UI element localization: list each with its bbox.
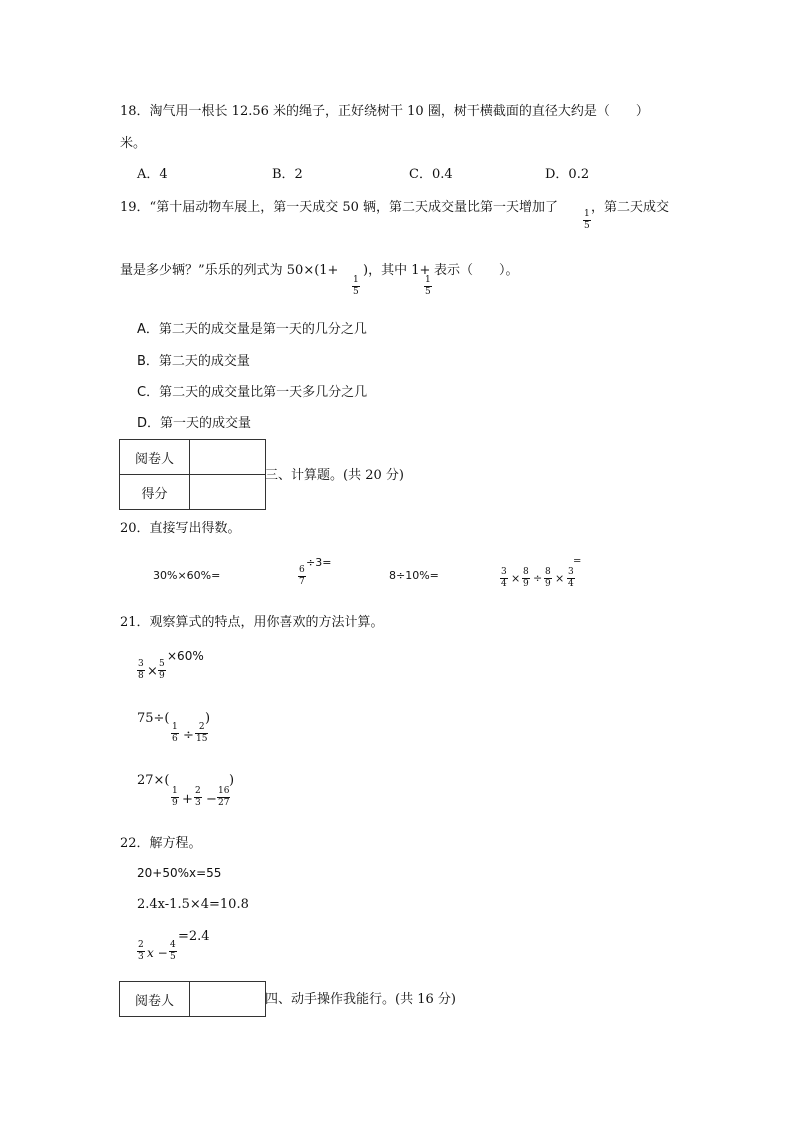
q20-expr-4-fraction-3: 8 9: [545, 567, 551, 589]
q22-equation-3-x: x −: [147, 946, 168, 960]
score-cell[interactable]: [190, 475, 266, 510]
q22-equation-2: 2.4x-1.5×4=10.8: [137, 897, 249, 912]
q21-expr-1-op: ×: [147, 664, 158, 679]
q22-equation-3-fraction-2: 4 5: [170, 940, 176, 962]
q22-stem: 22．解方程。: [120, 836, 202, 851]
section4-score-table: [119, 981, 266, 1017]
q19-fraction-1: 1 5: [584, 209, 590, 231]
q19-stem-line1-b: ，第二天成交: [591, 200, 670, 215]
q20-expr-4-fraction-2: 8 9: [523, 567, 529, 589]
q20-expr-2-op: ÷3=: [306, 556, 332, 569]
q21-expr-3-head: 27×(: [137, 773, 170, 788]
section3-title: 三、计算题。(共 20 分): [265, 468, 404, 483]
q21-expr-2-head: 75÷(: [137, 711, 170, 726]
q18-option-d: D．0.2: [545, 167, 590, 182]
q21-expr-2-op: ÷: [183, 728, 194, 743]
q20-expr-4-op-2: ÷: [533, 572, 543, 585]
q18-stem-line1: 18．淘气用一根长 12.56 米的绳子，正好绕树干 10 圈，树干横截面的直径大约是（ ）: [120, 104, 649, 119]
section3-score-table: [119, 439, 266, 510]
q20-expr-2-fraction: 6 7: [299, 565, 305, 587]
q18-option-a: A．4: [137, 167, 168, 182]
q21-expr-3-fraction-3: 16 27: [218, 786, 230, 808]
q20-expr-3: 8÷10%=: [389, 569, 439, 582]
reviewer-cell[interactable]: [190, 440, 266, 475]
score-label: 得分: [120, 475, 190, 510]
q19-option-a: A．第二天的成交量是第一天的几分之几: [137, 322, 367, 337]
q19-stem-line1-a: 19．“第十届动物车展上，第一天成交 50 辆，第二天成交量比第一天增加了: [120, 200, 558, 215]
reviewer-label: 阅卷人: [120, 982, 190, 1017]
q21-stem: 21．观察算式的特点，用你喜欢的方法计算。: [120, 615, 384, 630]
q21-expr-1-fraction-1: 3 8: [138, 659, 144, 681]
q19-option-c: C．第二天的成交量比第一天多几分之几: [137, 385, 368, 400]
q22-equation-3-tail: =2.4: [178, 929, 210, 944]
q19-option-d: D．第一天的成交量: [137, 416, 252, 431]
q21-expr-1-fraction-2: 5 9: [159, 659, 165, 681]
q18-option-b: B．2: [272, 167, 303, 182]
q20-expr-1: 30%×60%=: [153, 569, 221, 582]
q21-expr-1-tail: ×60%: [167, 649, 204, 663]
q20-stem: 20．直接写出得数。: [120, 521, 241, 536]
q20-expr-4-equals: =: [573, 556, 582, 567]
q21-expr-3-close: ): [229, 773, 235, 788]
q21-expr-3-fraction-1: 1 9: [172, 786, 178, 808]
reviewer-label: 阅卷人: [120, 440, 190, 475]
q22-equation-1: 20+50%x=55: [137, 866, 222, 880]
reviewer-cell[interactable]: [190, 982, 266, 1017]
q22-equation-3-fraction-1: 2 3: [138, 940, 144, 962]
q21-expr-2-fraction-2: 2 15: [196, 722, 208, 744]
q20-expr-4-op-3: ×: [555, 572, 565, 585]
q19-stem-line2-a: 量是多少辆？”乐乐的列式为 50×(1+: [120, 263, 339, 278]
q21-expr-2-close: ): [205, 711, 211, 726]
q21-expr-3-op-2: −: [206, 792, 217, 807]
q18-option-c: C．0.4: [409, 167, 453, 182]
q19-fraction-2: 1 5: [353, 275, 359, 297]
q20-expr-4-fraction-1: 3 4: [501, 567, 507, 589]
section4-title: 四、动手操作我能行。(共 16 分): [265, 992, 456, 1007]
q18-stem-line2: 米。: [120, 136, 147, 151]
q19-option-b: B．第二天的成交量: [137, 354, 250, 369]
q20-expr-4-fraction-4: 3 4: [568, 567, 574, 589]
q19-fraction-3: 1 5: [425, 275, 431, 297]
q21-expr-3-fraction-2: 2 3: [195, 786, 201, 808]
q19-stem-line2-c: 表示（ ）。: [434, 263, 519, 278]
q20-expr-4-op-1: ×: [511, 572, 521, 585]
q19-stem-line2-b: )，其中 1+: [363, 263, 431, 278]
q21-expr-2-fraction-1: 1 6: [172, 722, 178, 744]
q21-expr-3-op-1: +: [182, 792, 193, 807]
